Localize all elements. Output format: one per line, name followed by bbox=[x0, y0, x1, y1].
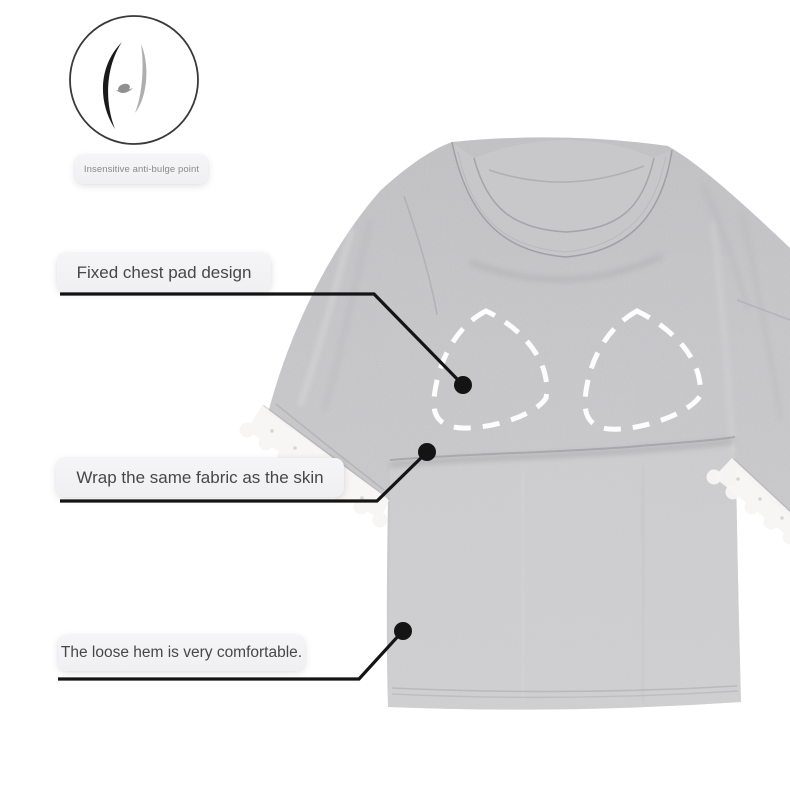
callout-dot-wrap-fabric bbox=[418, 443, 436, 461]
callout-label-chest-pad: Fixed chest pad design bbox=[57, 253, 271, 292]
callout-dot-loose-hem bbox=[394, 622, 412, 640]
anti-bulge-label: Insensitive anti-bulge point bbox=[75, 155, 208, 184]
callout-label-loose-hem: The loose hem is very comfortable. bbox=[58, 635, 305, 671]
callout-label-wrap-fabric: Wrap the same fabric as the skin bbox=[56, 458, 344, 497]
callout-dot-chest-pad bbox=[454, 376, 472, 394]
bust-profile-icon bbox=[70, 16, 198, 144]
